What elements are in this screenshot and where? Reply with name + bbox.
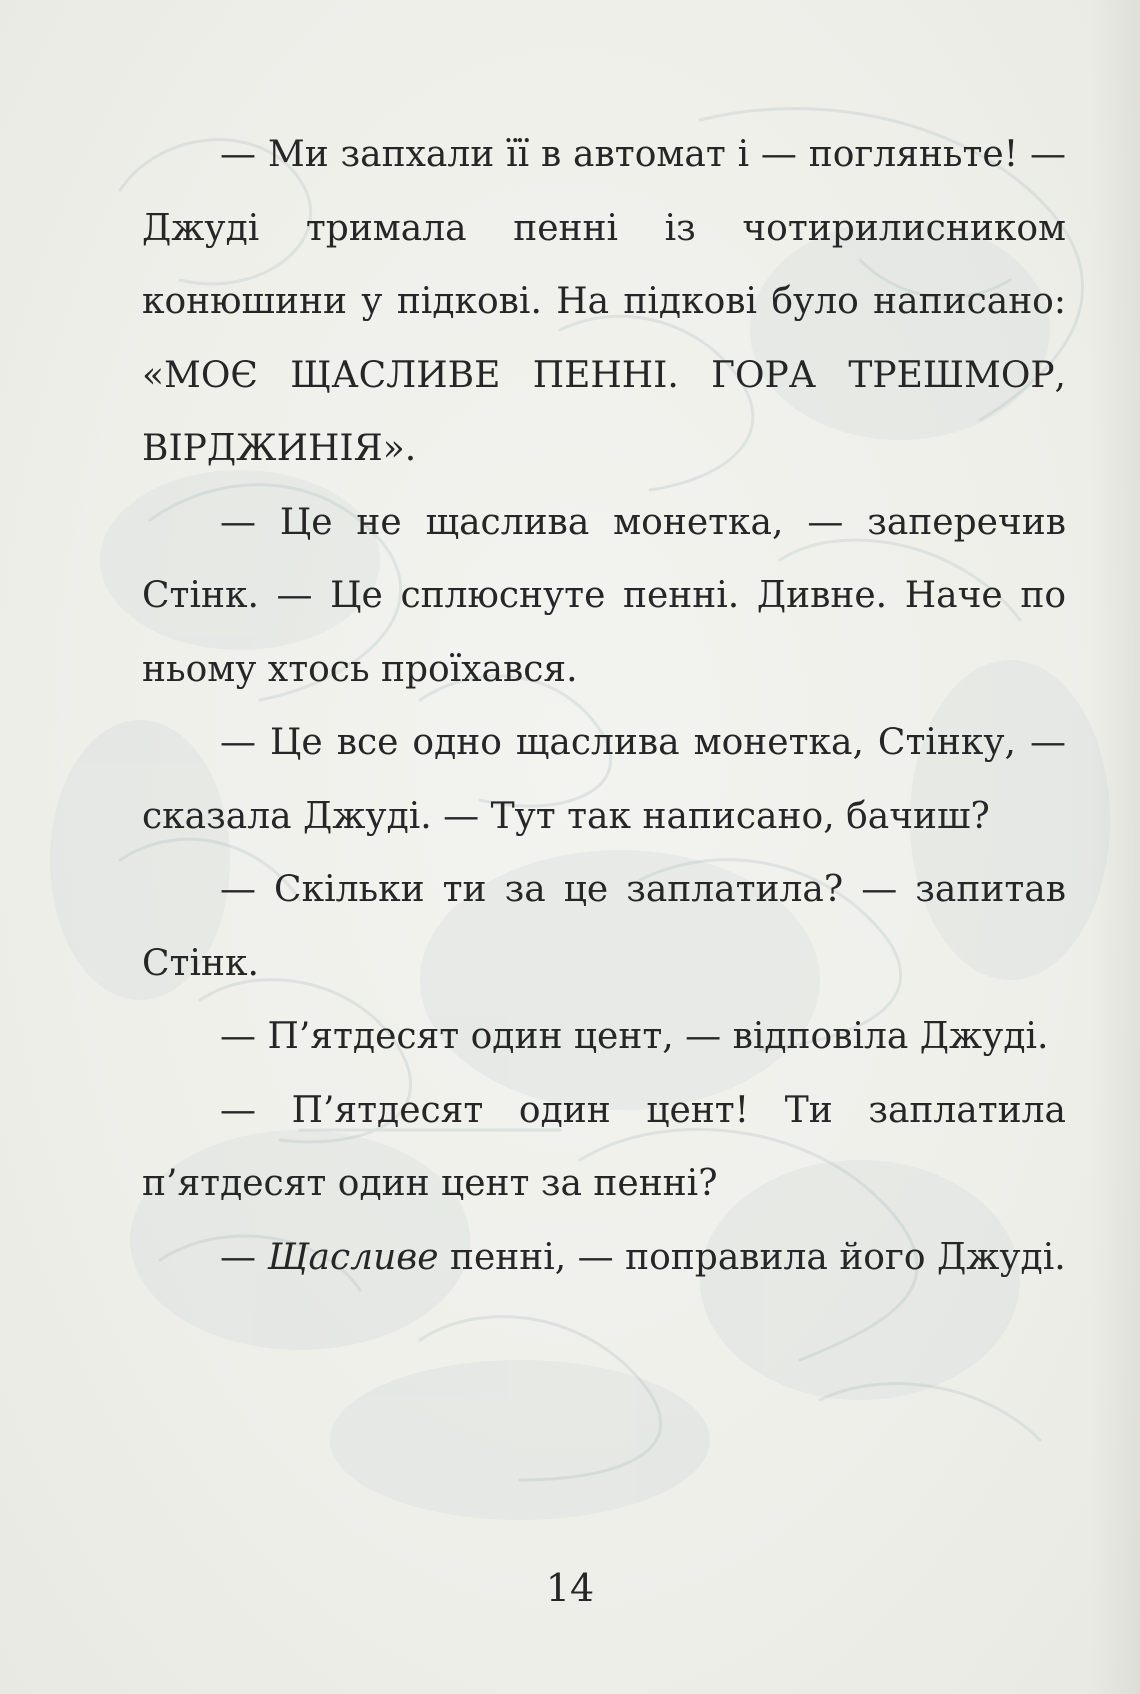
text-run: — П’ятдесят один цент, — відповіла Джуді. [220, 1016, 1049, 1057]
text-run: пенні, — поправила його Джуді. [438, 1236, 1066, 1278]
paragraph [142, 1074, 1066, 1221]
paragraph [142, 1000, 1066, 1074]
paragraph [142, 853, 1066, 1000]
paragraph [142, 1221, 1066, 1295]
paragraph [142, 706, 1066, 853]
emphasized-text: Щасливе [267, 1236, 439, 1278]
body-text [142, 118, 1066, 1294]
text-run: — П’ятдесят один цент! Ти заплатила п’ятдесят один цент за пенні? [142, 1089, 1066, 1204]
paragraph [142, 486, 1066, 707]
page-edge-shadow [1090, 0, 1140, 1694]
text-run: — [220, 1236, 268, 1278]
paragraph [142, 118, 1066, 486]
text-run: — Це все одно щаслива монетка, Стінку, — сказала Джуді. — Тут так написано, бачиш? [142, 722, 1066, 837]
page-number: 14 [545, 1566, 595, 1610]
text-run: — Скільки ти за це заплатила? — запитав Стінк. [142, 869, 1066, 984]
text-run: — Ми запхали її в автомат і — погляньте! — Джуді тримала пенні із чотирилисником конюшини у підкові. На підкові було написано: «МОЄ ЩАСЛИВЕ ПЕННІ. ГОРА ТРЕШМОР, ВІРДЖИНІЯ». [142, 134, 1066, 469]
text-run: — Це не щаслива монетка, — заперечив Стінк. — Це сплюснуте пенні. Дивне. Наче по ньому хтось проїхався. [142, 501, 1066, 690]
